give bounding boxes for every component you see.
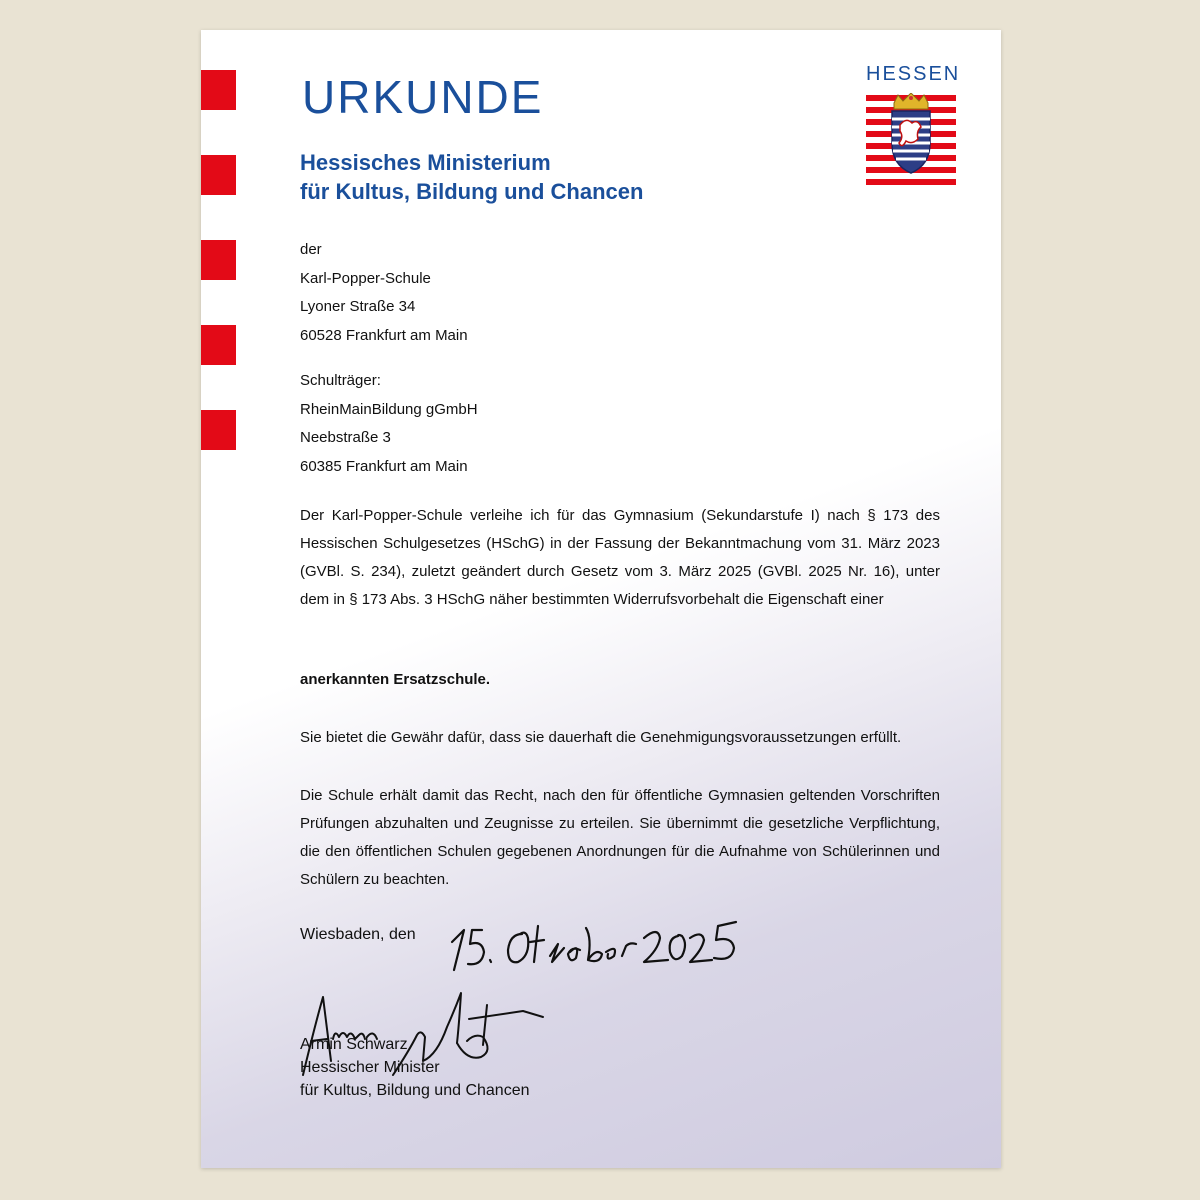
recipient-street: Lyoner Straße 34 <box>300 298 416 315</box>
signer-name: Armin Schwarz <box>300 1036 408 1053</box>
rights-paragraph: Die Schule erhält damit das Recht, nach den für öffentliche Gymnasien geltenden Vorschriften Prüfungen abzuhalten und Zeugnisse zu erteilen. Sie übernimmt die gesetzliche Verpflichtung, die den öffentlichen Schulen gegebenen Anordnungen für die Aufnahme von Schülerinnen und Schülern zu beachten. <box>300 787 940 888</box>
signer-block <box>300 1033 529 1102</box>
recipient-address <box>300 236 468 350</box>
sponsor-city: 60385 Frankfurt am Main <box>300 457 468 475</box>
status-line: anerkannten Ersatzschule. <box>300 671 491 688</box>
place-and-date-label: Wiesbaden, den <box>300 926 416 943</box>
grant-paragraph: Der Karl-Popper-Schule verleihe ich für das Gymnasium (Sekundarstufe I) nach § 173 des Hessischen Schulgesetzes (HSchG) in der Fassung der Bekanntmachung vom 31. März 2023 (GVBl. S. 234), zuletzt geändert durch Gesetz vom 3. März 2025 (GVBl. 2025 Nr. 16), unter dem in § 173 Abs. 3 HSchG näher bestimmten Widerrufsvorbehalt die Eigenschaft einer <box>300 507 940 608</box>
signer-title-2: für Kultus, Bildung und Chancen <box>300 1082 530 1099</box>
ministry-line-2: für Kultus, Bildung und Chancen <box>300 179 644 204</box>
hessen-logo <box>866 63 961 185</box>
recipient-city: 60528 Frankfurt am Main <box>300 326 468 344</box>
red-stripe <box>201 410 236 450</box>
hessen-logo-text: HESSEN <box>866 63 961 85</box>
signer-title-1: Hessischer Minister <box>300 1059 440 1076</box>
sponsor-street: Neebstraße 3 <box>300 429 391 446</box>
red-stripe <box>201 70 236 110</box>
red-stripe <box>201 240 236 280</box>
hessen-coat-of-arms-icon <box>866 93 956 185</box>
guarantee-paragraph: Sie bietet die Gewähr dafür, dass sie dauerhaft die Genehmigungsvoraussetzungen erfüllt. <box>300 729 902 746</box>
ministry-name <box>300 148 643 206</box>
document-title: URKUNDE <box>302 71 544 123</box>
sponsor-address <box>300 367 478 481</box>
sponsor-label: Schulträger: <box>300 372 381 389</box>
sponsor-name: RheinMainBildung gGmbH <box>300 400 478 418</box>
recipient-name: Karl-Popper-Schule <box>300 269 431 287</box>
red-stripe <box>201 155 236 195</box>
red-stripe <box>201 325 236 365</box>
recipient-article: der <box>300 241 322 258</box>
certificate-page <box>201 30 1001 1168</box>
ministry-line-1: Hessisches Ministerium <box>300 150 551 175</box>
